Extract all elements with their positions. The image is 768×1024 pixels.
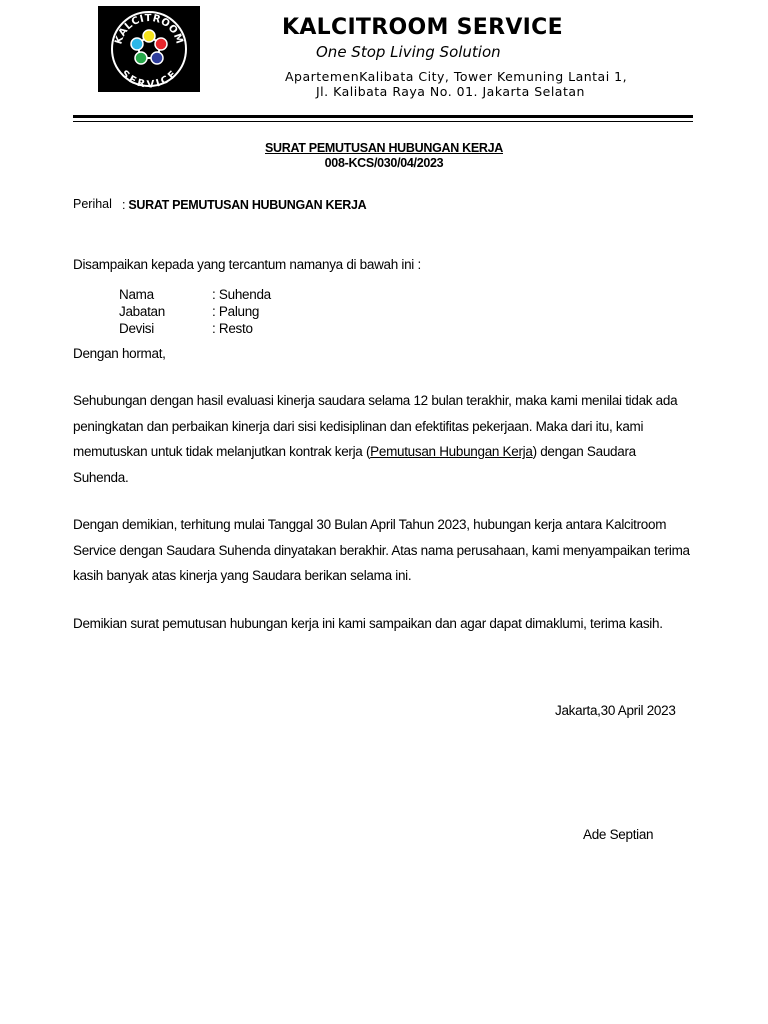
signatory-name: Ade Septian bbox=[583, 827, 654, 842]
subject-label: Perihal bbox=[73, 197, 112, 211]
paragraph-1-text-end: ) dengan Saudara Suhenda. bbox=[73, 444, 636, 485]
letter-number: 008-KCS/030/04/2023 bbox=[324, 156, 444, 170]
logo-dot bbox=[143, 30, 155, 42]
identity-label: Devisi bbox=[119, 321, 154, 336]
body-paragraph-2: Dengan demikian, terhitung mulai Tanggal 30 Bulan April Tahun 2023, hubungan kerja antara Kalcitroom Service dengan Saudara Suhenda dinyatakan berakhir. Atas nama perusahaan, kami menyampaikan terima kasih banyak atas kinerja yang Saudara berikan selama ini. bbox=[73, 517, 690, 583]
intro-text: Disampaikan kepada yang tercantum namanya di bawah ini : bbox=[73, 257, 421, 272]
subject-value: SURAT PEMUTUSAN HUBUNGAN KERJA bbox=[128, 198, 367, 212]
company-name: KALCITROOM SERVICE bbox=[282, 15, 563, 40]
identity-value: : Suhenda bbox=[212, 287, 271, 302]
logo-dot bbox=[151, 52, 163, 64]
logo-dot bbox=[131, 38, 143, 50]
place-date: Jakarta,30 April 2023 bbox=[555, 703, 676, 718]
subject-line bbox=[122, 198, 366, 212]
paragraph-1-underlined: Pemutusan Hubungan Kerja bbox=[370, 444, 533, 459]
identity-value: : Resto bbox=[212, 321, 253, 336]
logo-dot bbox=[135, 52, 147, 64]
letterhead-divider-thick bbox=[73, 115, 693, 118]
letter-header bbox=[0, 141, 768, 171]
letter-title: SURAT PEMUTUSAN HUBUNGAN KERJA bbox=[265, 141, 503, 155]
company-address-line1: ApartemenKalibata City, Tower Kemuning Lantai 1, bbox=[285, 69, 628, 84]
subject-colon: : bbox=[122, 198, 126, 212]
logo-dot bbox=[155, 38, 167, 50]
logo-text-top: KALCITROOM bbox=[113, 12, 185, 46]
paragraph-1-text: Sehubungan dengan hasil evaluasi kinerja saudara selama 12 bulan terakhir, maka kami menilai tidak ada peningkatan dan perbaikan kinerja dari sisi kedisiplinan dan efektifitas pekerjaan. Maka dari itu, kami memutuskan untuk tidak melanjutkan kontrak kerja ( bbox=[73, 393, 678, 459]
body-paragraph-1 bbox=[73, 388, 693, 490]
company-logo bbox=[98, 6, 200, 92]
company-tagline: One Stop Living Solution bbox=[316, 43, 501, 61]
company-address-line2: Jl. Kalibata Raya No. 01. Jakarta Selatan bbox=[316, 84, 585, 99]
identity-value: : Palung bbox=[212, 304, 260, 319]
logo-text-bottom: SERVICE bbox=[118, 68, 180, 91]
closing-paragraph: Demikian surat pemutusan hubungan kerja ini kami sampaikan dan agar dapat dimaklumi, terima kasih. bbox=[73, 616, 663, 631]
greeting: Dengan hormat, bbox=[73, 346, 166, 361]
identity-label: Nama bbox=[119, 287, 154, 302]
letterhead-divider-thin bbox=[73, 121, 693, 122]
identity-label: Jabatan bbox=[119, 304, 165, 319]
